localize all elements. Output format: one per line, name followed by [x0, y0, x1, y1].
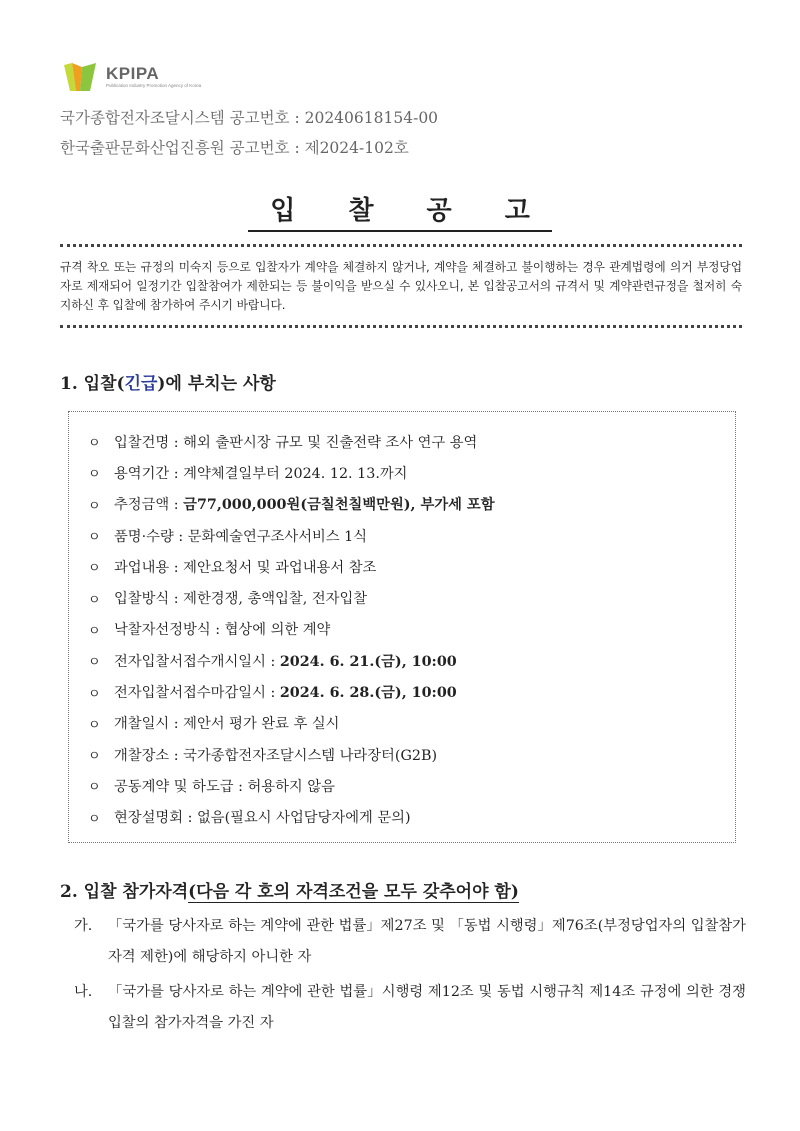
- bid-detail-item: [88, 676, 495, 707]
- bullet-icon: ㅇ: [88, 811, 101, 827]
- section1-title-highlight: 긴급: [124, 374, 158, 394]
- bid-detail-label: 개찰장소 :: [114, 747, 184, 764]
- page-title: 입 찰 공 고: [248, 192, 552, 232]
- bullet-icon: ㅇ: [88, 686, 101, 702]
- bullet-icon: ㅇ: [88, 530, 101, 546]
- qualification-label: 가.: [74, 918, 93, 934]
- bid-detail-item: [88, 645, 495, 676]
- section1-title-pre: 1. 입찰(: [60, 374, 125, 394]
- qualification-item: [66, 977, 746, 1039]
- bid-detail-value: 2024. 6. 21.(금), 10:00: [279, 653, 457, 670]
- bullet-icon: ㅇ: [88, 623, 101, 639]
- bid-detail-label: 추정금액 :: [114, 497, 184, 514]
- bid-detail-value: 제안요청서 및 과업내용서 참조: [183, 559, 377, 576]
- bid-detail-value: 2024. 6. 28.(금), 10:00: [279, 685, 457, 702]
- qualification-text: 「국가를 당사자로 하는 계약에 관한 법률」제27조 및 「동법 시행령」제76조(부정당업자의 입찰참가자격 제한)에 해당하지 아니한 자: [108, 918, 746, 965]
- section1-title: [60, 369, 276, 394]
- bid-detail-label: 개찰일시 :: [114, 716, 184, 733]
- bid-detail-label: 과업내용 :: [114, 559, 184, 576]
- bullet-icon: ㅇ: [88, 498, 101, 514]
- bid-detail-value: 국가종합전자조달시스템 나라장터(G2B): [183, 747, 438, 764]
- bid-detail-value: 없음(필요시 사업담당자에게 문의): [196, 810, 411, 827]
- bid-detail-label: 현장설명회 :: [114, 810, 197, 827]
- section1-title-post: )에 부치는 사항: [157, 374, 276, 394]
- section2-title: [60, 877, 519, 902]
- bullet-icon: ㅇ: [88, 655, 101, 671]
- section2-title-underlined: (다음 각 호의 자격조건을 모두 갖추어야 함): [188, 882, 519, 902]
- bid-detail-item: [88, 489, 495, 520]
- bid-detail-value: 해외 출판시장 규모 및 진출전략 조사 연구 용역: [183, 434, 478, 451]
- book-logo-icon: [62, 61, 100, 93]
- bid-detail-value: 제한경쟁, 총액입찰, 전자입찰: [183, 591, 368, 608]
- g2b-notice-number: 국가종합전자조달시스템 공고번호 : 20240618154-00: [60, 109, 439, 127]
- bid-detail-value: 문화예술연구조사서비스 1식: [187, 528, 368, 545]
- kpipa-logo: [62, 60, 201, 94]
- bullet-icon: ㅇ: [88, 717, 101, 733]
- bid-detail-label: 입찰건명 :: [114, 434, 184, 451]
- warning-notice: 규격 착오 또는 규정의 미숙지 등으로 입찰자가 계약을 체결하지 않거나, 계약을 체결하고 불이행하는 경우 관계법령에 의거 부정당업자로 제재되어 일정기간 입찰참여가 제한되는 등 불이익을 받으실 수 있사오니, 본 입찰공고서의 규격서 및 계약관련규정을 철저히 숙지하신 후 입찰에 참가하여 주시기 바랍니다.: [60, 260, 742, 312]
- bullet-icon: ㅇ: [88, 467, 101, 483]
- section2-title-pre: 2. 입찰 참가자격: [60, 882, 189, 902]
- dotted-divider-bottom: [60, 325, 742, 328]
- qualification-list: [66, 911, 746, 1043]
- bid-detail-label: 품명·수량 :: [114, 528, 188, 545]
- bid-detail-item: [88, 739, 495, 770]
- bid-detail-label: 용역기간 :: [114, 465, 184, 482]
- bid-detail-item: [88, 551, 495, 582]
- bid-detail-item: [88, 770, 495, 801]
- bid-detail-item: [88, 457, 495, 488]
- bid-detail-item: [88, 802, 495, 833]
- bullet-icon: ㅇ: [88, 561, 101, 577]
- bullet-icon: ㅇ: [88, 780, 101, 796]
- agency-notice-number: 한국출판문화산업진흥원 공고번호 : 제2024-102호: [60, 139, 409, 157]
- bid-detail-label: 입찰방식 :: [114, 591, 184, 608]
- bid-detail-item: [88, 614, 495, 645]
- bullet-icon: ㅇ: [88, 436, 101, 452]
- qualification-label: 나.: [74, 984, 93, 1000]
- bid-detail-item: [88, 708, 495, 739]
- bid-detail-label: 공동계약 및 하도급 :: [114, 778, 248, 795]
- bid-detail-value: 금77,000,000원(금칠천칠백만원), 부가세 포함: [183, 497, 495, 514]
- bid-detail-value: 제안서 평가 완료 후 실시: [183, 716, 340, 733]
- bid-detail-value: 협상에 의한 계약: [224, 622, 331, 639]
- qualification-text: 「국가를 당사자로 하는 계약에 관한 법률」시행령 제12조 및 동법 시행규칙 제14조 규정에 의한 경쟁 입찰의 참가자격을 가진 자: [108, 984, 746, 1031]
- bid-details-list: [88, 426, 495, 833]
- bid-detail-value: 허용하지 않음: [247, 778, 335, 795]
- bid-detail-label: 전자입찰서접수마감일시 :: [114, 685, 280, 702]
- qualification-item: [66, 911, 746, 973]
- bid-detail-item: [88, 582, 495, 613]
- bullet-icon: ㅇ: [88, 749, 101, 765]
- logo-name: KPIPA: [106, 64, 160, 83]
- logo-subtitle: Publication Industry Promotion Agency of Korea: [106, 83, 202, 88]
- bid-detail-label: 낙찰자선정방식 :: [114, 622, 225, 639]
- bid-detail-item: [88, 520, 495, 551]
- bid-detail-item: [88, 426, 495, 457]
- bid-detail-label: 전자입찰서접수개시일시 :: [114, 653, 280, 670]
- bid-detail-value: 계약체결일부터 2024. 12. 13.까지: [183, 465, 408, 482]
- page-title-wrapper: [0, 192, 800, 232]
- dotted-divider-top: [60, 244, 742, 247]
- bullet-icon: ㅇ: [88, 592, 101, 608]
